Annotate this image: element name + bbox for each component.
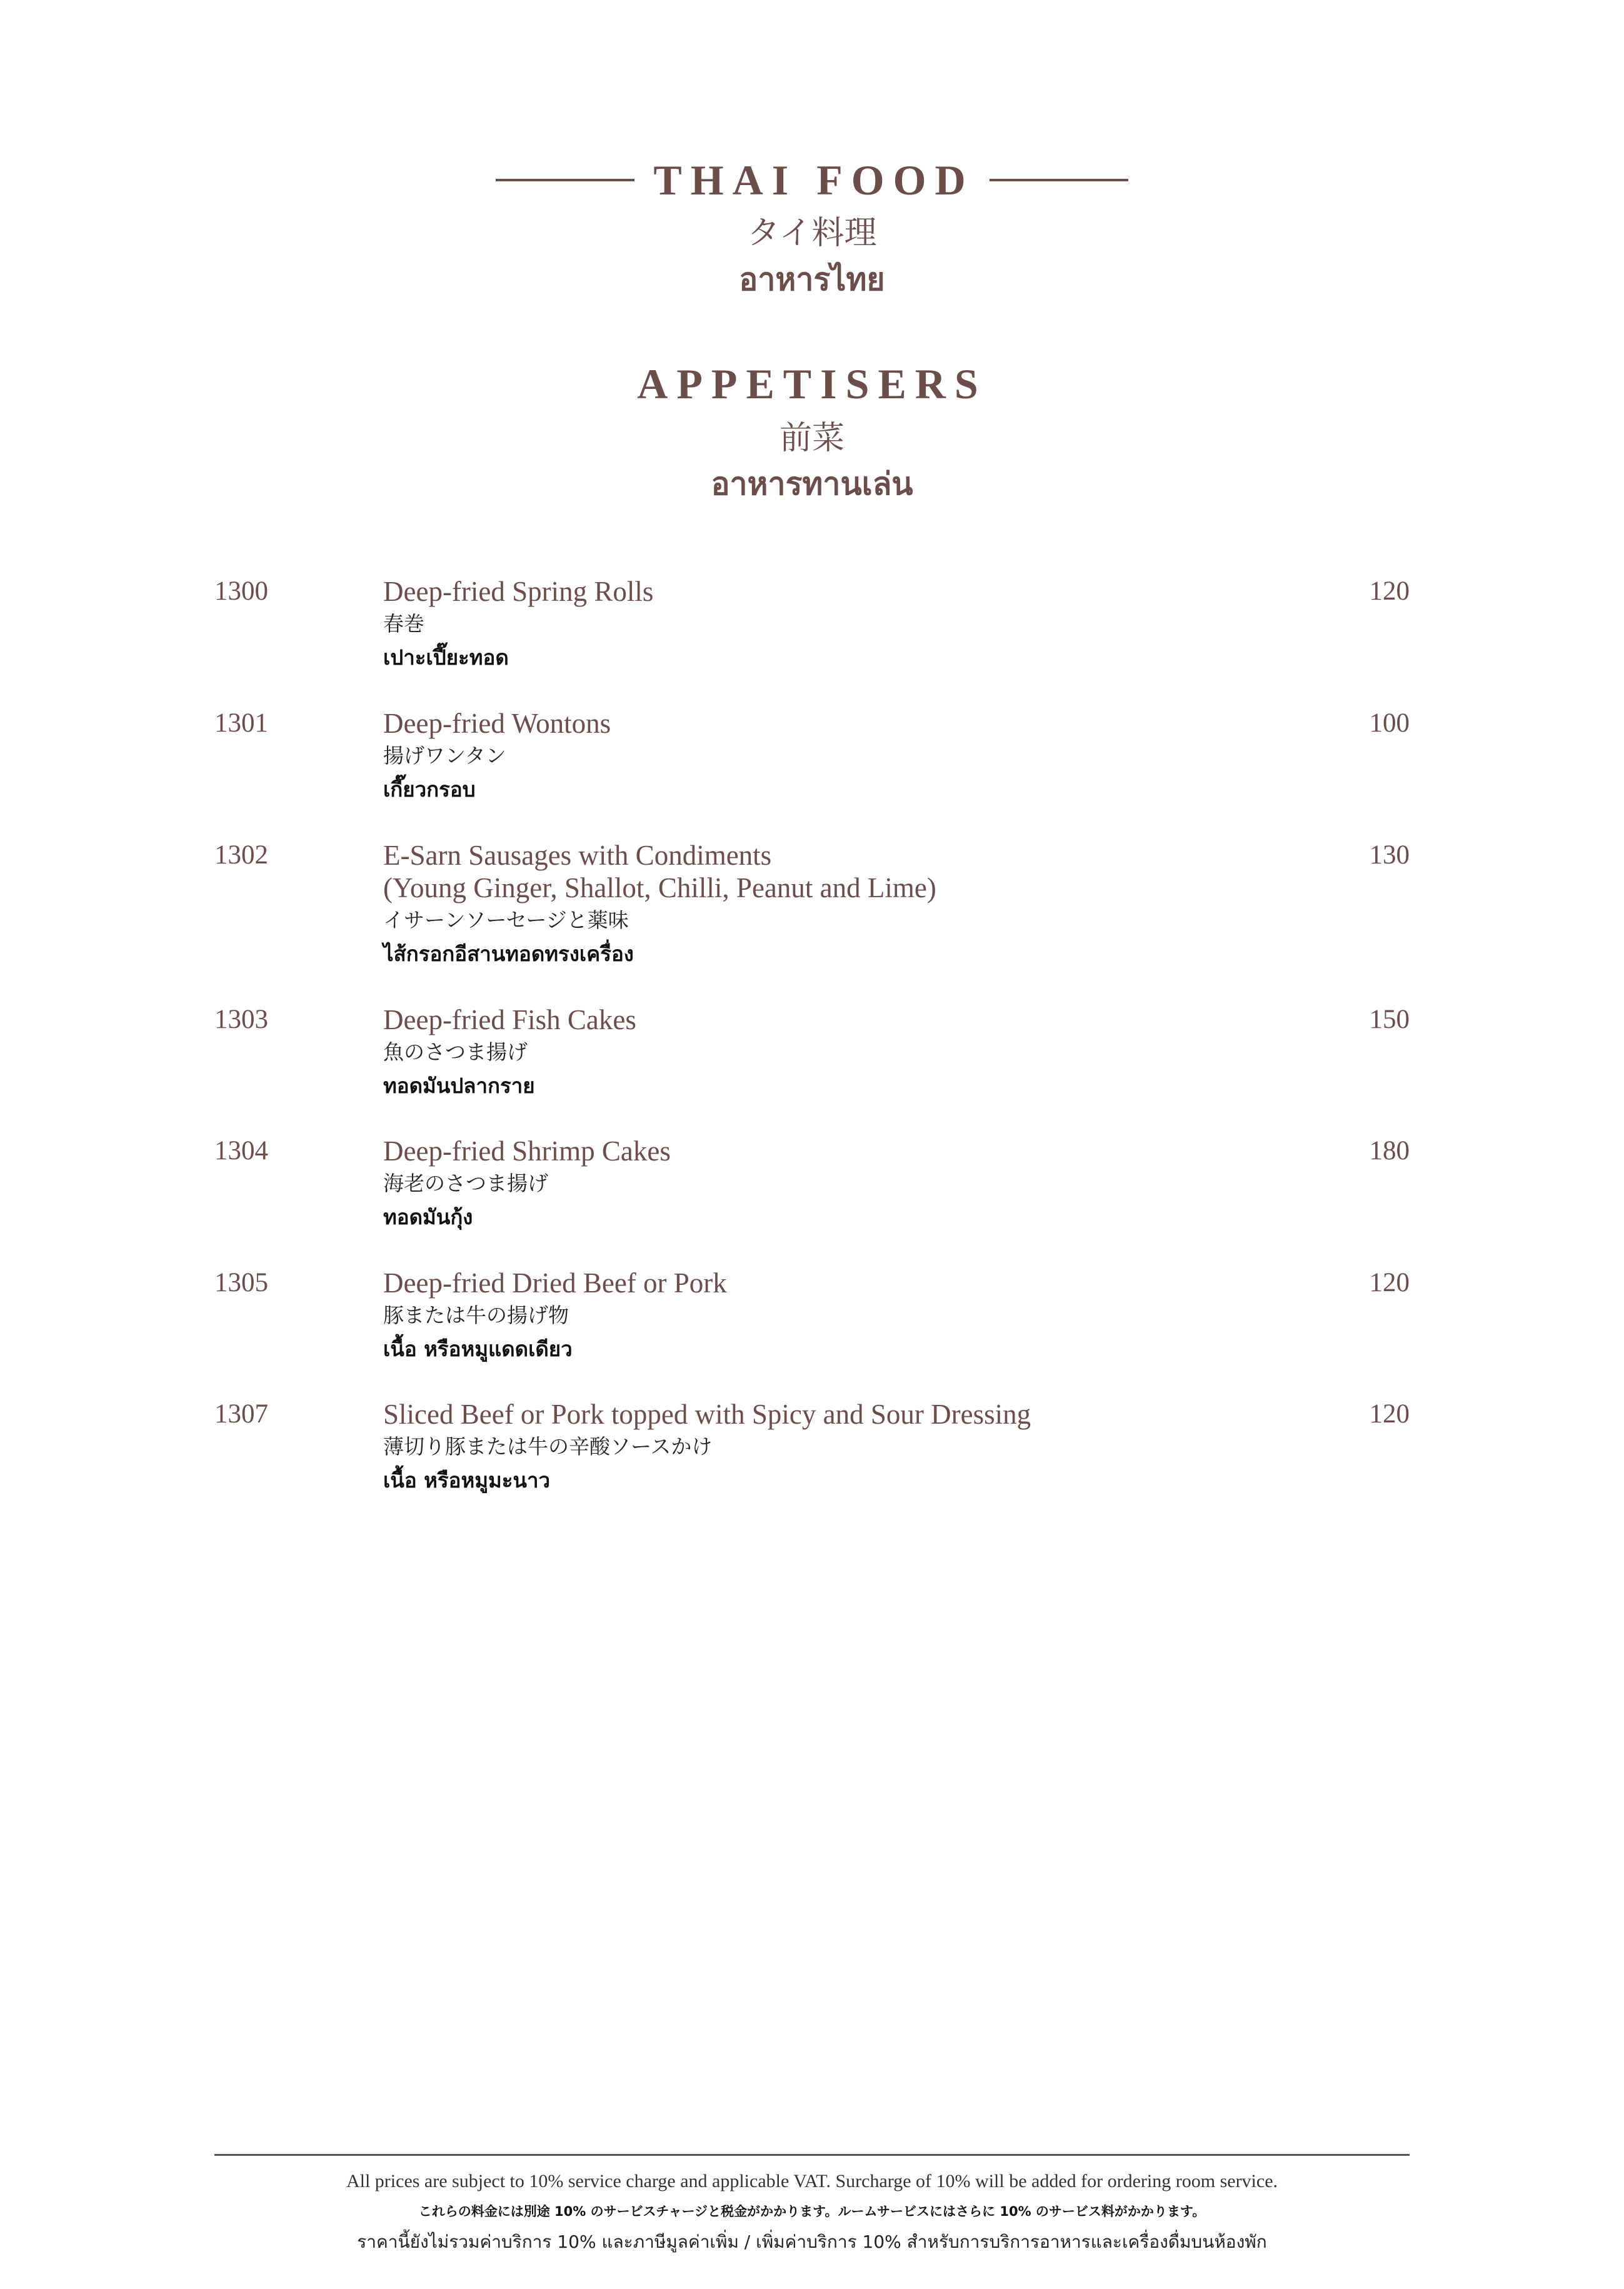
- main-title-japanese: タイ料理: [747, 214, 877, 252]
- item-name-japanese: 豚または牛の揚げ物: [383, 1303, 569, 1327]
- item-code: 1302: [214, 840, 268, 870]
- item-code: 1305: [214, 1268, 268, 1297]
- item-name-thai: เนื้อ หรือหมูแดดเดียว: [383, 1337, 573, 1361]
- item-name-thai: ทอดมันปลากราย: [383, 1074, 535, 1098]
- item-name-japanese: 薄切り豚または牛の辛酸ソースかけ: [383, 1434, 713, 1459]
- item-name-thai: เปาะเปี๊ยะทอด: [383, 645, 509, 670]
- item-price: 130: [1369, 840, 1410, 870]
- item-name-japanese: 春巻: [383, 611, 424, 636]
- item-name: Deep-fried Shrimp Cakes: [383, 1135, 671, 1167]
- main-title-row: [0, 155, 1624, 205]
- item-name: E-Sarn Sausages with Condiments: [383, 840, 772, 871]
- item-price: 100: [1369, 708, 1410, 738]
- item-code: 1301: [214, 708, 268, 738]
- footer-divider: [214, 2154, 1410, 2156]
- item-name-japanese: 揚げワンタン: [383, 743, 506, 768]
- item-name-thai: ไส้กรอกอีสานทอดทรงเครื่อง: [383, 942, 634, 966]
- footer-note-thai: ราคานี้ยังไม่รวมค่าบริการ 10% และภาษีมูลค่าเพิ่ม / เพิ่มค่าบริการ 10% สำหรับการบริการอาหารและเครื่องดื่มบนห้องพัก: [357, 2231, 1267, 2252]
- item-name-thai: เกี๊ยวกรอบ: [383, 777, 476, 802]
- item-name: Deep-fried Spring Rolls: [383, 576, 654, 607]
- item-price: 120: [1369, 1268, 1410, 1297]
- title-left-rule: [496, 179, 634, 181]
- item-name: Deep-fried Dried Beef or Pork: [383, 1267, 727, 1299]
- item-name-japanese: 海老のさつま揚げ: [383, 1171, 548, 1195]
- item-name-thai: เนื้อ หรือหมูมะนาว: [383, 1468, 551, 1492]
- item-price: 120: [1369, 1399, 1410, 1429]
- section-title: APPETISERS: [637, 360, 987, 408]
- item-name-thai: ทอดมันกุ้ง: [383, 1205, 473, 1229]
- item-price: 150: [1369, 1005, 1410, 1034]
- title-right-rule: [990, 179, 1128, 181]
- section-title-thai: อาหารทานเล่น: [711, 466, 913, 502]
- item-price: 180: [1369, 1136, 1410, 1165]
- item-code: 1303: [214, 1005, 268, 1034]
- item-code: 1304: [214, 1136, 268, 1165]
- item-code: 1307: [214, 1399, 268, 1429]
- section-title-japanese: 前菜: [779, 420, 845, 457]
- footer-note-japanese: これらの料金には別途 10% のサービスチャージと税金がかかります。ルームサービスにはさらに 10% のサービス料がかかります。: [418, 2204, 1206, 2219]
- item-name-detail: (Young Ginger, Shallot, Chilli, Peanut and Lime): [383, 872, 936, 903]
- item-name-japanese: 魚のさつま揚げ: [383, 1040, 528, 1064]
- item-price: 120: [1369, 576, 1410, 606]
- main-title-thai: อาหารไทย: [739, 261, 885, 298]
- item-code: 1300: [214, 576, 268, 606]
- main-title: THAI FOOD: [653, 156, 975, 204]
- item-name: Deep-fried Wontons: [383, 708, 611, 739]
- footer-note-english: All prices are subject to 10% service charge and applicable VAT. Surcharge of 10% will be added for ordering room service.: [346, 2171, 1278, 2191]
- item-name: Deep-fried Fish Cakes: [383, 1004, 636, 1035]
- item-name-japanese: イサーンソーセージと薬味: [383, 908, 629, 932]
- item-name: Sliced Beef or Pork topped with Spicy and Sour Dressing: [383, 1399, 1031, 1430]
